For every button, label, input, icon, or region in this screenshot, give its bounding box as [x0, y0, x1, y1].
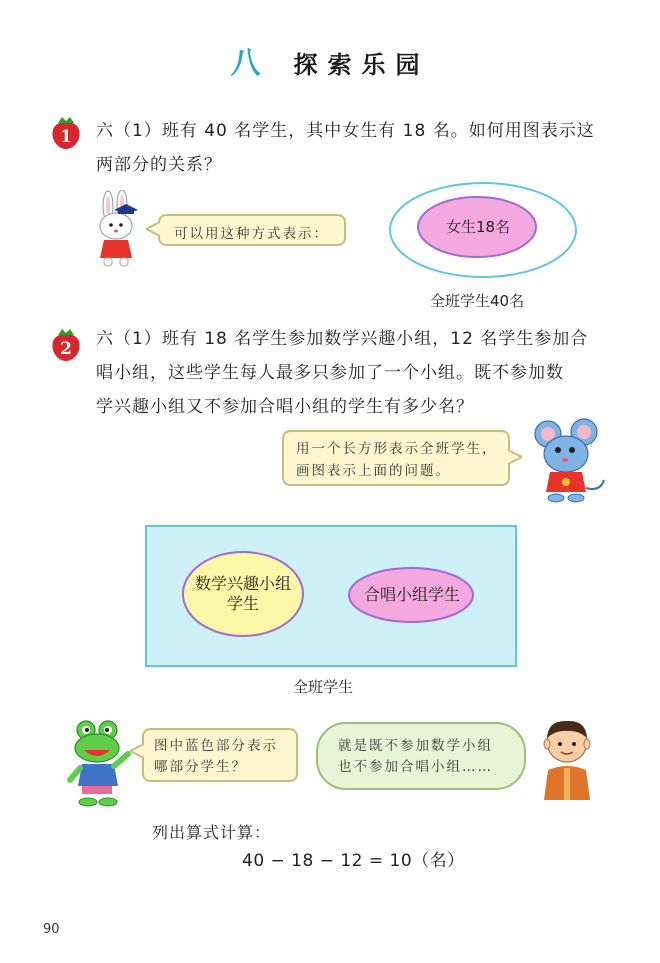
bubble-tail [508, 450, 522, 464]
frog-speech-bubble [142, 728, 298, 782]
frog-character-icon [66, 718, 132, 808]
mouse-character-icon [530, 418, 608, 504]
strawberry-badge-icon [50, 114, 82, 150]
rabbit-speech-bubble [158, 214, 346, 246]
boy-speech-line1: 就是既不参加数学小组 [338, 738, 493, 754]
rabbit-speech-text: 可以用这种方式表示： [174, 226, 329, 242]
rabbit-character-icon [88, 190, 150, 268]
boy-speech-line2: 也不参加合唱小组…… [338, 759, 493, 775]
calculation-label: 列出算式计算： [152, 823, 272, 842]
problem1-text [96, 114, 626, 182]
badge-number: 1 [60, 127, 72, 147]
mouse-speech-line2: 画图表示上面的问题。 [296, 463, 451, 479]
problem2-text [96, 322, 626, 424]
problem2-line2: 唱小组，这些学生每人最多只参加了一个小组。既不参加数 [96, 363, 564, 383]
math-group-label-line2: 学生 [226, 594, 259, 613]
page-title [0, 38, 660, 82]
whole-class-caption: 全班学生 [293, 678, 354, 696]
boy-thought-cloud [316, 722, 526, 790]
math-group-label [183, 574, 303, 614]
chapter-number: 八 [230, 46, 261, 81]
badge-number: 2 [60, 339, 72, 359]
boy-character-icon [534, 718, 600, 800]
problem1-line2: 两部分的关系？ [96, 155, 222, 175]
math-group-label-line1: 数学兴趣小组 [194, 574, 291, 593]
frog-speech-line1: 图中蓝色部分表示 [154, 738, 278, 754]
class-total-caption: 全班学生40名 [430, 292, 525, 310]
bubble-tail [146, 222, 160, 236]
problem1-line1: 六（1）班有 40 名学生，其中女生有 18 名。如何用图表示这 [96, 121, 595, 141]
problem2-line1: 六（1）班有 18 名学生参加数学兴趣小组，12 名学生参加合 [96, 329, 589, 349]
bubble-tail [130, 744, 144, 758]
strawberry-badge-icon [50, 326, 82, 362]
frog-speech-line2: 哪部分学生？ [154, 759, 247, 775]
mouse-speech-line1: 用一个长方形表示全班学生， [296, 441, 498, 457]
problem2-line3: 学兴趣小组又不参加合唱小组的学生有多少名？ [96, 397, 474, 417]
page-number: 90 [43, 922, 60, 937]
girls-set-label: 女生18名 [445, 218, 511, 236]
chapter-title: 探索乐园 [293, 51, 430, 79]
choir-group-label: 合唱小组学生 [363, 585, 460, 604]
equation: 40 − 18 − 12 = 10（名） [242, 851, 465, 871]
mouse-speech-bubble [282, 430, 510, 486]
